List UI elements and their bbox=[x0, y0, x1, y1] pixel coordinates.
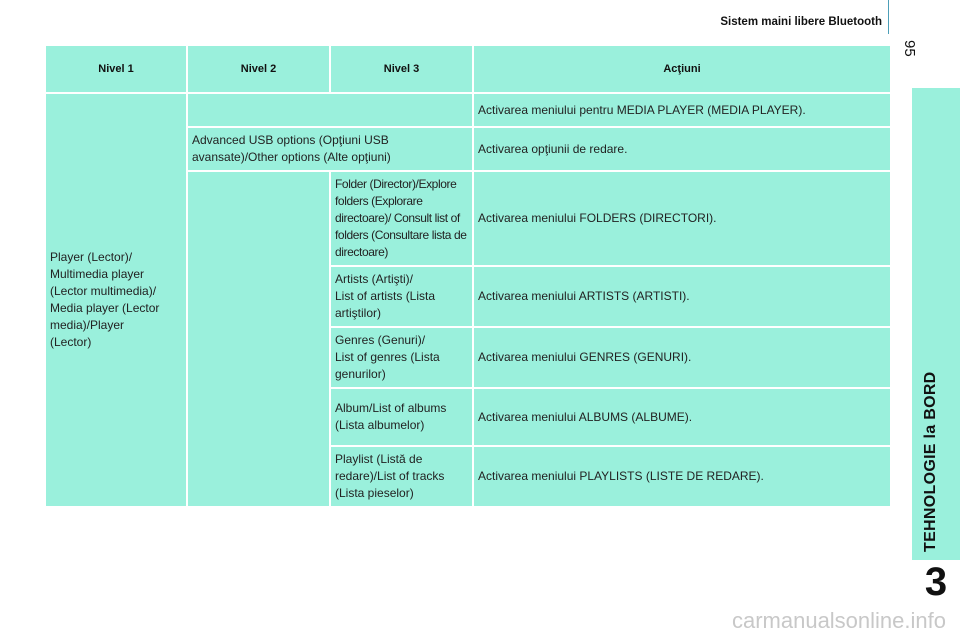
table-row bbox=[46, 94, 890, 126]
row1-action: Activarea opţiunii de redare. bbox=[474, 128, 890, 170]
row5-level3: Album/List of albums (Lista albumelor) bbox=[331, 389, 472, 445]
table-header-row bbox=[46, 46, 890, 92]
page-number: 95 bbox=[901, 40, 918, 57]
header-level-3: Nivel 3 bbox=[331, 46, 472, 92]
menu-table-container bbox=[44, 44, 892, 508]
header-level-1: Nivel 1 bbox=[46, 46, 186, 92]
menu-table bbox=[44, 44, 892, 508]
row5-action: Activarea meniului ALBUMS (ALBUME). bbox=[474, 389, 890, 445]
row1-level2: Advanced USB options (Opţiuni USB avansate)/Other options (Alte opţiuni) bbox=[188, 128, 472, 170]
row4-action: Activarea meniului GENRES (GENURI). bbox=[474, 328, 890, 387]
page-header-title: Sistem maini libere Bluetooth bbox=[720, 16, 882, 28]
chapter-title: TEHNOLOGIE la BORD bbox=[922, 371, 939, 552]
row6-level3: Playlist (Listă de redare)/List of tracks (Lista pieselor) bbox=[331, 447, 472, 506]
header-divider bbox=[888, 0, 889, 34]
row2-action: Activarea meniului FOLDERS (DIRECTORI). bbox=[474, 172, 890, 265]
row4-level3: Genres (Genuri)/ List of genres (Lista genurilor) bbox=[331, 328, 472, 387]
empty-cell bbox=[188, 94, 472, 126]
row6-action: Activarea meniului PLAYLISTS (LISTE DE REDARE). bbox=[474, 447, 890, 506]
header-actions: Acţiuni bbox=[474, 46, 890, 92]
empty-level2-cell bbox=[188, 172, 329, 506]
row3-action: Activarea meniului ARTISTS (ARTISTI). bbox=[474, 267, 890, 326]
row2-level3: Folder (Director)/Explore folders (Explorare directoare)/ Consult list of folders (Consultare lista de directoare) bbox=[331, 172, 472, 265]
level1-cell: Player (Lector)/ Multimedia player (Lector multimedia)/ Media player (Lector media)/Player (Lector) bbox=[46, 94, 186, 506]
row0-action: Activarea meniului pentru MEDIA PLAYER (MEDIA PLAYER). bbox=[474, 94, 890, 126]
chapter-number: 3 bbox=[924, 560, 948, 604]
header-level-2: Nivel 2 bbox=[188, 46, 329, 92]
watermark: carmanualsonline.info bbox=[731, 608, 946, 633]
row3-level3: Artists (Artişti)/ List of artists (Lista artiştilor) bbox=[331, 267, 472, 326]
